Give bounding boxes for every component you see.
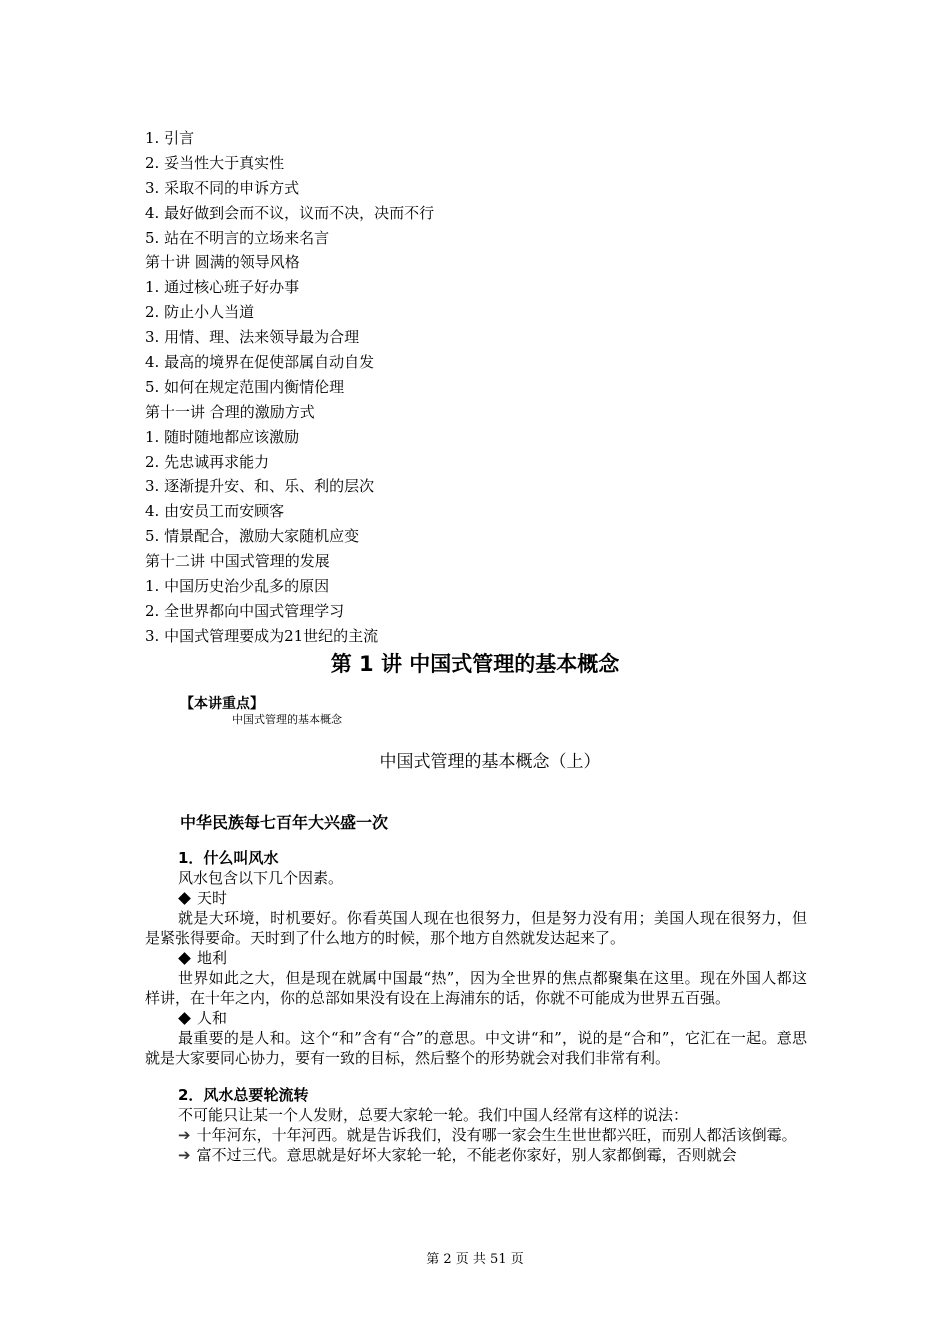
toc-item: 2. 先忠诚再求能力 [145, 452, 270, 471]
toc-item: 5. 情景配合，激励大家随机应变 [145, 527, 360, 546]
paragraph: 就是大环境，时机要好。你看英国人现在也很努力，但是努力没有用；美国人现在很努力，但是紧张得要命。天时到了什么地方的时候，那个地方自然就发达起来了。 [145, 909, 807, 947]
page-footer: 第 2 页 共 51 页 [426, 1252, 524, 1267]
toc-item: 5. 站在不明言的立场来名言 [145, 228, 330, 247]
paragraph: 风水包含以下几个因素。 [178, 869, 344, 887]
focus-heading: 【本讲重点】 [180, 696, 264, 712]
toc-item: 4. 由安员工而安顾客 [145, 502, 285, 521]
toc-chapter: 第十讲 圆满的领导风格 [145, 253, 300, 272]
arrow-right-icon: ➔ [178, 1146, 191, 1164]
diamond-bullet-icon [178, 1012, 191, 1025]
bullet-label: 地利 [197, 949, 228, 967]
lecture-title: 第 1 讲 中国式管理的基本概念 [330, 652, 620, 676]
bullet-label: 天时 [197, 889, 228, 907]
bullet-item [145, 948, 807, 968]
paragraph: 不可能只让某一个人发财，总要大家轮一轮。我们中国人经常有这样的说法： [178, 1106, 689, 1124]
paragraph: 世界如此之大，但是现在就属中国最“热”，因为全世界的焦点都聚集在这里。现在外国人都这样讲，在十年之内，你的总部如果没有设在上海浦东的话，你就不可能成为世界五百强。 [145, 969, 807, 1007]
section-heading: 2．风水总要轮流转 [178, 1086, 309, 1104]
toc-chapter: 第十一讲 合理的激励方式 [145, 402, 315, 421]
arrow-right-icon: ➔ [178, 1126, 191, 1144]
toc-chapter: 第十二讲 中国式管理的发展 [145, 552, 330, 571]
section-title: 中国式管理的基本概念（上） [379, 752, 601, 772]
bullet-item [145, 888, 807, 908]
toc-item: 1. 引言 [145, 129, 195, 147]
toc-item: 1. 通过核心班子好办事 [145, 278, 300, 297]
section-heading: 1．什么叫风水 [178, 849, 279, 867]
paragraph: 最重要的是人和。这个“和”含有“合”的意思。中文讲“和”，说的是“合和”，它汇在一起。意思就是大家要同心协力，要有一致的目标，然后整个的形势就会对我们非常有利。 [145, 1029, 807, 1067]
bullet-item [145, 1008, 807, 1028]
toc-item: 2. 防止小人当道 [145, 303, 255, 322]
toc-item: 3. 用情、理、法来领导最为合理 [145, 328, 360, 347]
diamond-bullet-icon [178, 952, 191, 965]
toc-item: 1. 中国历史治少乱多的原因 [145, 577, 330, 596]
arrow-item [145, 1125, 807, 1145]
toc-item: 2. 妥当性大于真实性 [145, 153, 285, 172]
arrow-item-text: 富不过三代。意思就是好坏大家轮一轮，不能老你家好，别人家都倒霉，否则就会 [196, 1146, 737, 1164]
toc-item: 2. 全世界都向中国式管理学习 [145, 601, 345, 620]
toc-item: 4. 最高的境界在促使部属自动自发 [145, 353, 375, 372]
toc-item: 3. 中国式管理要成为21世纪的主流 [145, 626, 379, 645]
body-text [145, 848, 807, 1165]
arrow-item-text: 十年河东，十年河西。就是告诉我们，没有哪一家会生生世世都兴旺，而别人都活该倒霉。 [196, 1126, 797, 1144]
toc-item: 1. 随时随地都应该激励 [145, 427, 300, 446]
table-of-contents [145, 126, 845, 649]
toc-item: 4. 最好做到会而不议，议而不决，决而不行 [145, 203, 435, 222]
focus-subtitle: 中国式管理的基本概念 [232, 713, 342, 726]
bullet-label: 人和 [197, 1009, 228, 1027]
toc-item: 3. 逐渐提升安、和、乐、利的层次 [145, 477, 375, 496]
arrow-item [145, 1145, 807, 1165]
subsection-title: 中华民族每七百年大兴盛一次 [180, 813, 389, 832]
diamond-bullet-icon [178, 892, 191, 905]
toc-item: 3. 采取不同的申诉方式 [145, 178, 300, 197]
toc-item: 5. 如何在规定范围内衡情伦理 [145, 377, 345, 396]
